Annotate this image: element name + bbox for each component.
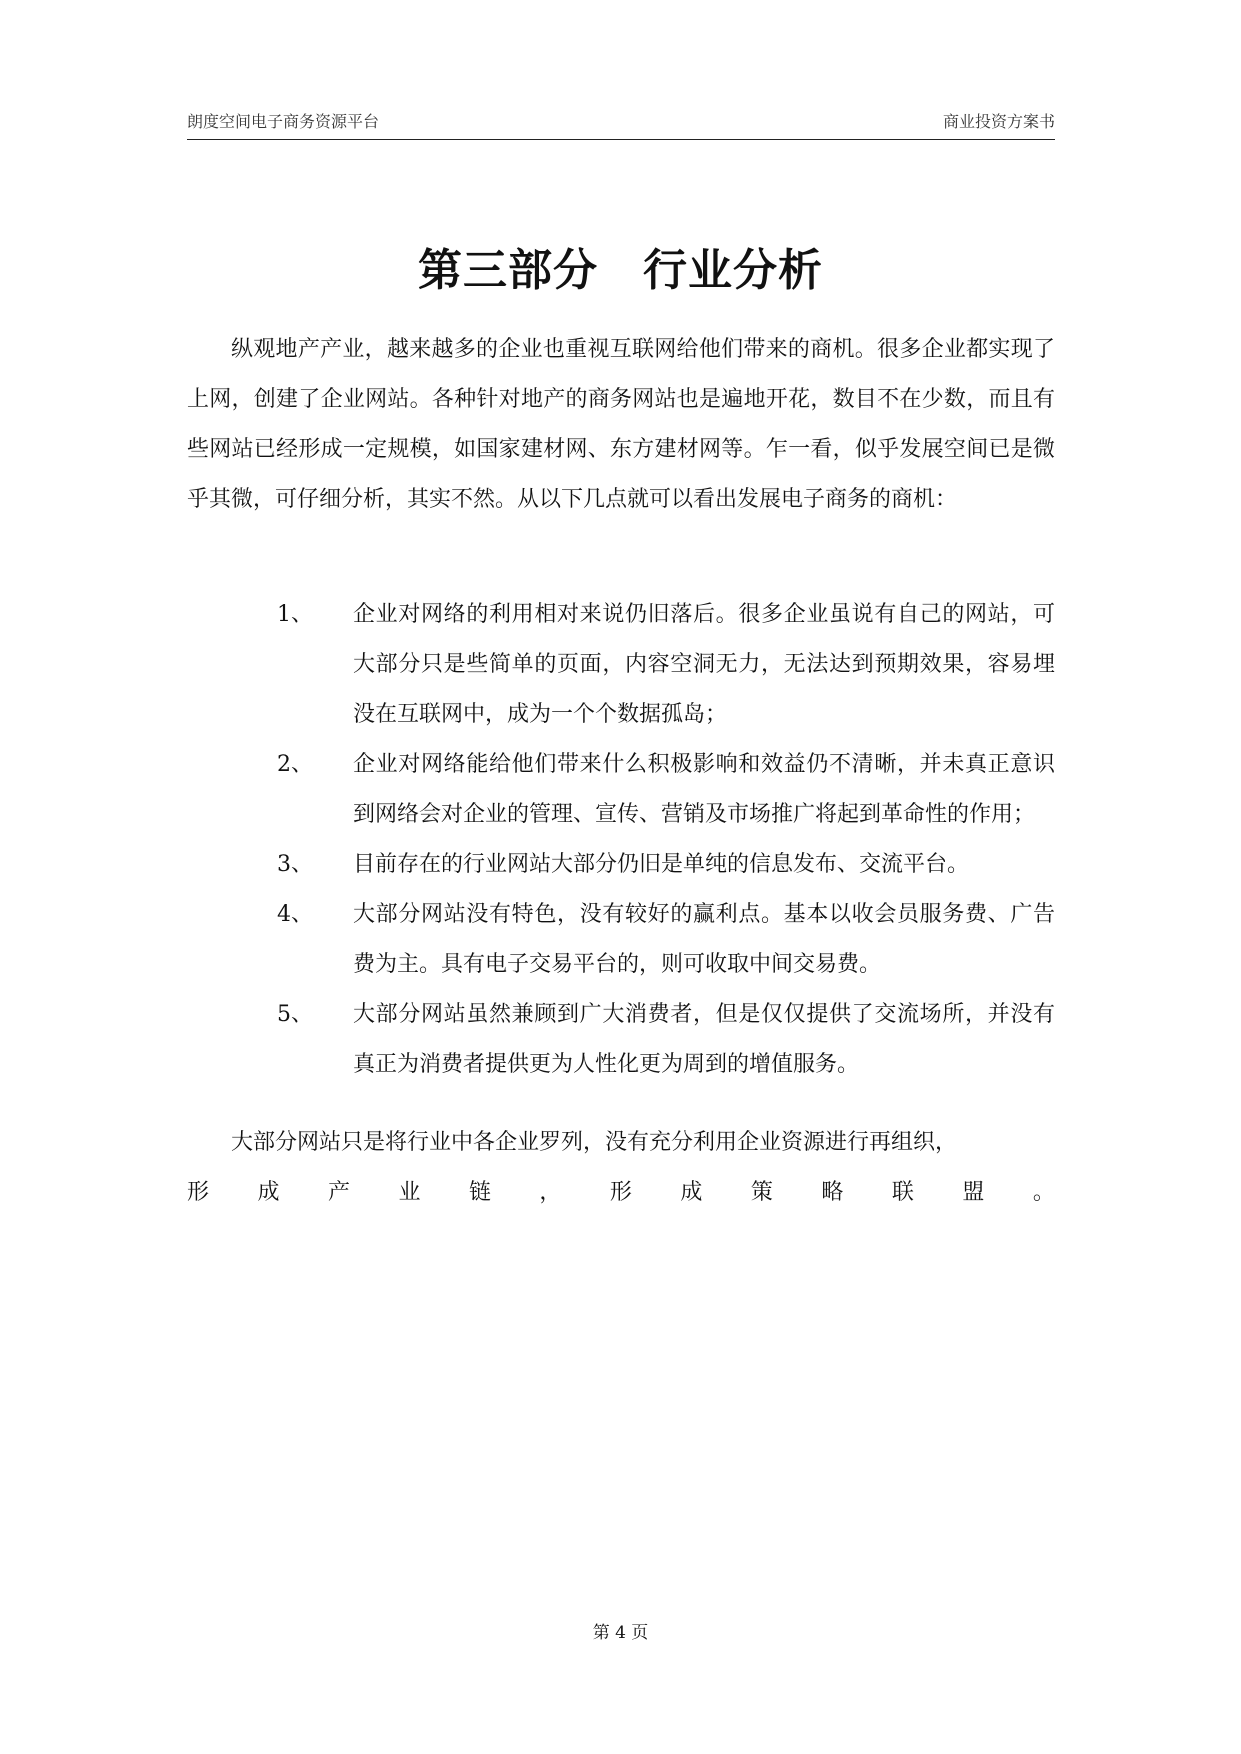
list-item-number: 2、	[277, 752, 313, 777]
list-item-text: 企业对网络的利用相对来说仍旧落后。很多企业虽说有自己的网站，可大部分只是些简单的页面，内容空洞无力，无法达到预期效果，容易埋没在互联网中，成为一个个数据孤岛；	[353, 602, 1055, 727]
closing-char: 产	[327, 1180, 350, 1205]
closing-char: 略	[821, 1180, 844, 1205]
page-header	[187, 109, 1055, 139]
closing-char: 形	[609, 1180, 632, 1205]
page-number: 第 4 页	[592, 1623, 649, 1643]
list-item	[187, 840, 1055, 890]
closing-line-2	[187, 1168, 1055, 1218]
list-item-number: 5、	[277, 1002, 313, 1027]
header-rule	[187, 139, 1055, 140]
list-item-text: 企业对网络能给他们带来什么积极影响和效益仍不清晰，并未真正意识到网络会对企业的管理、宣传、营销及市场推广将起到革命性的作用；	[353, 752, 1055, 827]
header-left-text: 朗度空间电子商务资源平台	[187, 112, 380, 131]
closing-char: 盟	[962, 1180, 985, 1205]
list-item-number: 1、	[277, 602, 313, 627]
closing-char: 。	[1032, 1180, 1055, 1205]
section-title: 第三部分 行业分析	[418, 245, 823, 296]
intro-paragraph: 纵观地产产业，越来越多的企业也重视互联网给他们带来的商机。很多企业都实现了上网，创建了企业网站。各种针对地产的商务网站也是遍地开花，数目不在少数，而且有些网站已经形成一定规模，如国家建材网、东方建材网等。乍一看，似乎发展空间已是微乎其微，可仔细分析，其实不然。从以下几点就可以看出发展电子商务的商机：	[187, 337, 1055, 512]
closing-paragraph	[187, 1118, 1055, 1218]
closing-char: 联	[891, 1180, 914, 1205]
closing-char: ，	[539, 1180, 562, 1205]
closing-char: 业	[398, 1180, 421, 1205]
closing-line-1: 大部分网站只是将行业中各企业罗列，没有充分利用企业资源进行再组织，	[231, 1130, 958, 1155]
list-item	[187, 590, 1055, 740]
closing-char: 策	[750, 1180, 773, 1205]
list-item-text: 大部分网站没有特色，没有较好的赢利点。基本以收会员服务费、广告费为主。具有电子交易平台的，则可收取中间交易费。	[353, 902, 1055, 977]
closing-char: 链	[468, 1180, 491, 1205]
point-list	[187, 590, 1055, 1090]
list-item	[187, 890, 1055, 990]
closing-char: 成	[257, 1180, 280, 1205]
list-item	[187, 740, 1055, 840]
list-item	[187, 990, 1055, 1090]
list-item-text: 目前存在的行业网站大部分仍旧是单纯的信息发布、交流平台。	[353, 852, 970, 877]
closing-char: 成	[680, 1180, 703, 1205]
list-item-text: 大部分网站虽然兼顾到广大消费者，但是仅仅提供了交流场所，并没有真正为消费者提供更为人性化更为周到的增值服务。	[353, 1002, 1055, 1077]
closing-char: 形	[187, 1180, 210, 1205]
list-item-number: 4、	[277, 902, 313, 927]
header-right-text: 商业投资方案书	[942, 112, 1055, 131]
list-item-number: 3、	[277, 852, 313, 877]
